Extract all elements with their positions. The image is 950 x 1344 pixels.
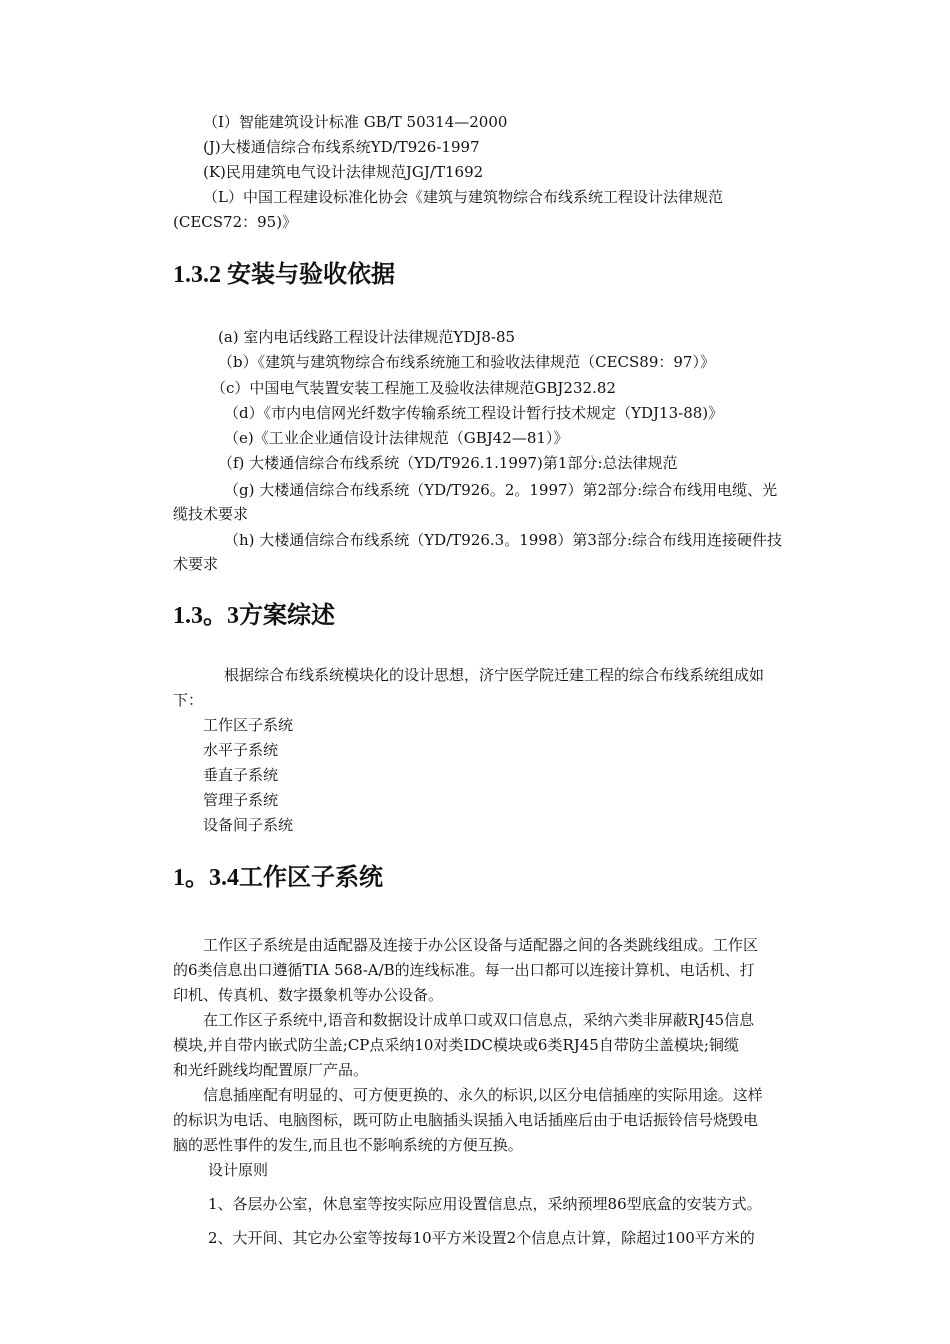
body-paragraph: 工作区子系统是由适配器及连接于办公区设备与适配器之间的各类跳线组成。工作区 <box>203 936 759 954</box>
body-paragraph: 和光纤跳线均配置原厂产品。 <box>173 1061 369 1079</box>
subsystem-item: 水平子系统 <box>203 741 279 759</box>
design-principles-label: 设计原则 <box>208 1161 269 1179</box>
section-heading-1-3-2: 1.3.2 安装与验收依据 <box>173 262 395 288</box>
intro-paragraph-continued: 下： <box>173 691 204 709</box>
intro-paragraph: 根据综合布线系统模块化的设计思想，济宁医学院迁建工程的综合布线系统组成如 <box>224 666 765 684</box>
standard-item-continued: (CECS72：95)》 <box>173 213 298 231</box>
reference-item-continued: 缆技术要求 <box>173 505 249 523</box>
reference-item: （c）中国电气装置安装工程施工及验收法律规范GBJ232.82 <box>211 379 616 397</box>
body-paragraph: 的6类信息出口遵循TIA 568-A/B的连线标准。每一出口都可以连接计算机、电话机、打 <box>173 961 755 979</box>
standard-item: (K)民用建筑电气设计法律规范JGJ/T1692 <box>203 163 484 181</box>
standard-item: （L）中国工程建设标准化协会《建筑与建筑物综合布线系统工程设计法律规范 <box>203 188 723 206</box>
section-heading-1-3-3: 1.3。3方案综述 <box>173 603 335 629</box>
subsystem-item: 垂直子系统 <box>203 766 279 784</box>
body-paragraph: 信息插座配有明显的、可方便更换的、永久的标识,以区分电信插座的实际用途。这样 <box>203 1086 763 1104</box>
reference-item: （g) 大楼通信综合布线系统（YD/T926。2。1997）第2部分:综合布线用电缆、光 <box>224 481 778 499</box>
reference-item: （h) 大楼通信综合布线系统（YD/T926.3。1998）第3部分:综合布线用连接硬件技 <box>224 531 782 549</box>
body-paragraph: 脑的恶性事件的发生,而且也不影响系统的方便互换。 <box>173 1136 523 1154</box>
subsystem-item: 设备间子系统 <box>203 816 294 834</box>
reference-item: （f) 大楼通信综合布线系统（YD/T926.1.1997)第1部分:总法律规范 <box>218 454 678 472</box>
reference-item: （b）《建筑与建筑物综合布线系统施工和验收法律规范（CECS89：97）》 <box>218 353 715 371</box>
body-paragraph: 印机、传真机、数字摄象机等办公设备。 <box>173 986 444 1004</box>
subsystem-item: 管理子系统 <box>203 791 279 809</box>
standard-item: （I）智能建筑设计标准 GB/T 50314—2000 <box>203 113 508 131</box>
body-paragraph: 在工作区子系统中,语音和数据设计成单口或双口信息点，采纳六类非屏蔽RJ45信息 <box>203 1011 755 1029</box>
reference-item: (a) 室内电话线路工程设计法律规范YDJ8-85 <box>218 328 516 346</box>
design-principle-item: 1、各层办公室，休息室等按实际应用设置信息点，采纳预埋86型底盒的安装方式。 <box>208 1195 762 1213</box>
subsystem-item: 工作区子系统 <box>203 716 294 734</box>
reference-item: （d）《市内电信网光纤数字传输系统工程设计暂行技术规定（YDJ13-88)》 <box>224 404 724 422</box>
reference-item-continued: 术要求 <box>173 555 219 573</box>
body-paragraph: 模块,并自带内嵌式防尘盖;CP点采纳10对类IDC模块或6类RJ45自带防尘盖模块;铜缆 <box>173 1036 739 1054</box>
design-principle-item: 2、大开间、其它办公室等按每10平方米设置2个信息点计算，除超过100平方米的 <box>208 1229 755 1247</box>
reference-item: （e)《工业企业通信设计法律规范（GBJ42—81）》 <box>224 429 569 447</box>
body-paragraph: 的标识为电话、电脑图标，既可防止电脑插头误插入电话插座后由于电话振铃信号烧毁电 <box>173 1111 759 1129</box>
standard-item: (J)大楼通信综合布线系统YD/T926-1997 <box>203 138 480 156</box>
section-heading-1-3-4: 1。3.4工作区子系统 <box>173 865 383 891</box>
